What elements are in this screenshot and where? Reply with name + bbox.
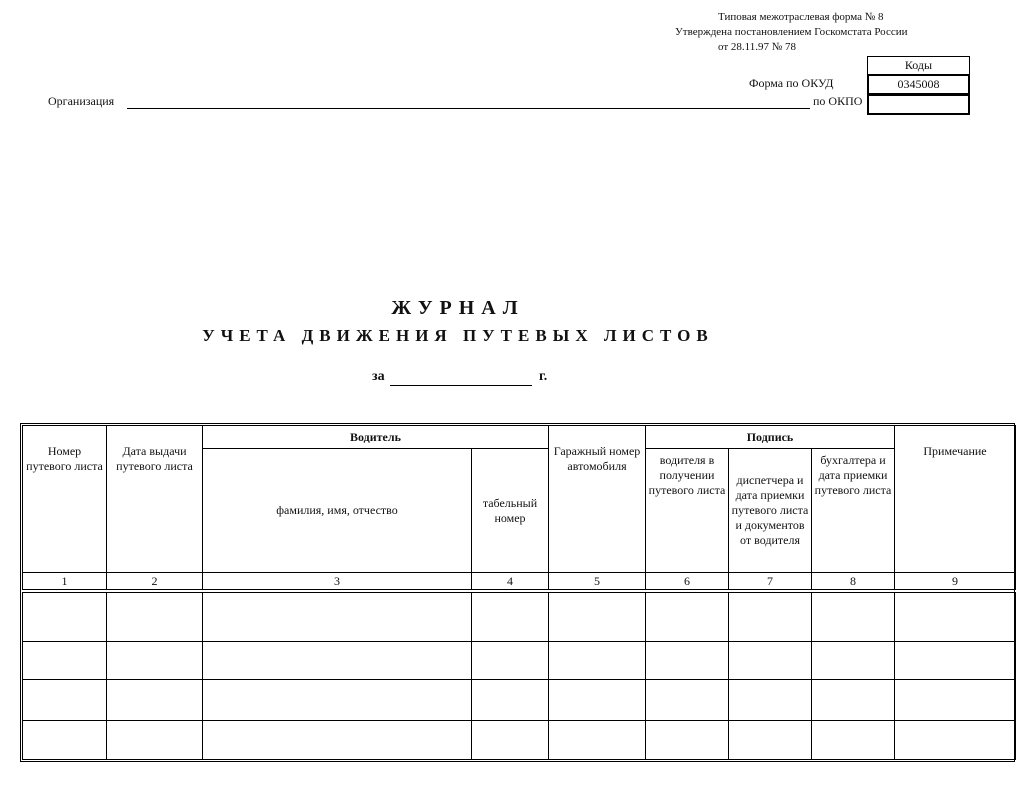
col-header-garage-number: Гаражный номер автомобиля <box>549 426 646 573</box>
table-cell[interactable] <box>812 721 895 760</box>
okud-code-field[interactable]: 0345008 <box>867 74 970 95</box>
table-row <box>23 721 1016 760</box>
col-header-accountant-signature: бухгалтера и дата приемки путевого листа <box>812 449 895 573</box>
table-cell[interactable] <box>203 642 472 680</box>
col-number: 3 <box>203 573 472 590</box>
table-cell[interactable] <box>203 721 472 760</box>
document-title: ЖУРНАЛ <box>391 297 525 319</box>
table-cell[interactable] <box>895 721 1016 760</box>
table-cell[interactable] <box>23 680 107 721</box>
okud-label: Форма по ОКУД <box>749 76 834 90</box>
table-cell[interactable] <box>812 680 895 721</box>
okpo-label: по ОКПО <box>813 94 863 108</box>
period-field[interactable] <box>390 385 532 386</box>
table-cell[interactable] <box>646 642 729 680</box>
table-cell[interactable] <box>895 680 1016 721</box>
table-cell[interactable] <box>729 642 812 680</box>
table-cell[interactable] <box>729 593 812 642</box>
table-cell[interactable] <box>729 721 812 760</box>
table-cell[interactable] <box>549 680 646 721</box>
col-number: 1 <box>23 573 107 590</box>
col-header-issue-date: Дата выдачи путевого листа <box>107 426 203 573</box>
organization-label: Организация <box>48 94 115 108</box>
col-header-full-name: фамилия, имя, отчество <box>203 449 472 573</box>
table-cell[interactable] <box>646 680 729 721</box>
group-header-signature: Подпись <box>646 426 895 449</box>
col-header-waybill-number: Номер путевого листа <box>23 426 107 573</box>
table-cell[interactable] <box>729 680 812 721</box>
table-cell[interactable] <box>895 593 1016 642</box>
col-number: 6 <box>646 573 729 590</box>
col-number: 7 <box>729 573 812 590</box>
table-cell[interactable] <box>472 593 549 642</box>
table-cell[interactable] <box>549 642 646 680</box>
col-number: 9 <box>895 573 1016 590</box>
col-header-personnel-number: табельный номер <box>472 449 549 573</box>
table-cell[interactable] <box>549 721 646 760</box>
col-number: 5 <box>549 573 646 590</box>
table-cell[interactable] <box>549 593 646 642</box>
table-cell[interactable] <box>472 642 549 680</box>
period-suffix: г. <box>539 369 548 384</box>
col-header-dispatcher-signature: диспетчера и дата приемки путевого листа и документов от водителя <box>729 449 812 573</box>
table-cell[interactable] <box>107 680 203 721</box>
table-cell[interactable] <box>895 642 1016 680</box>
col-number: 4 <box>472 573 549 590</box>
table-cell[interactable] <box>646 721 729 760</box>
table-cell[interactable] <box>203 593 472 642</box>
table-cell[interactable] <box>107 593 203 642</box>
form-type-line: Типовая межотраслевая форма № 8 <box>718 11 884 23</box>
table-cell[interactable] <box>812 642 895 680</box>
col-header-driver-signature: водителя в получении путевого листа <box>646 449 729 573</box>
table-cell[interactable] <box>23 593 107 642</box>
table-cell[interactable] <box>812 593 895 642</box>
table-cell[interactable] <box>23 721 107 760</box>
journal-table <box>22 425 1016 760</box>
table-row <box>23 593 1016 642</box>
form-date-line: от 28.11.97 № 78 <box>718 41 796 53</box>
table-cell[interactable] <box>107 642 203 680</box>
organization-field[interactable] <box>127 108 810 109</box>
codes-box <box>867 56 970 115</box>
okpo-code-field[interactable] <box>867 94 970 115</box>
table-cell[interactable] <box>472 680 549 721</box>
period-prefix: за <box>372 369 385 384</box>
group-header-driver: Водитель <box>203 426 549 449</box>
col-header-note: Примечание <box>895 426 1016 573</box>
codes-title: Коды <box>868 57 969 75</box>
form-approval-line: Утверждена постановлением Госкомстата России <box>675 26 908 38</box>
col-number: 8 <box>812 573 895 590</box>
document-subtitle: УЧЕТА ДВИЖЕНИЯ ПУТЕВЫХ ЛИСТОВ <box>202 326 714 345</box>
col-number: 2 <box>107 573 203 590</box>
table-row <box>23 642 1016 680</box>
table-row <box>23 680 1016 721</box>
table-cell[interactable] <box>23 642 107 680</box>
table-cell[interactable] <box>472 721 549 760</box>
table-cell[interactable] <box>107 721 203 760</box>
table-cell[interactable] <box>203 680 472 721</box>
table-cell[interactable] <box>646 593 729 642</box>
